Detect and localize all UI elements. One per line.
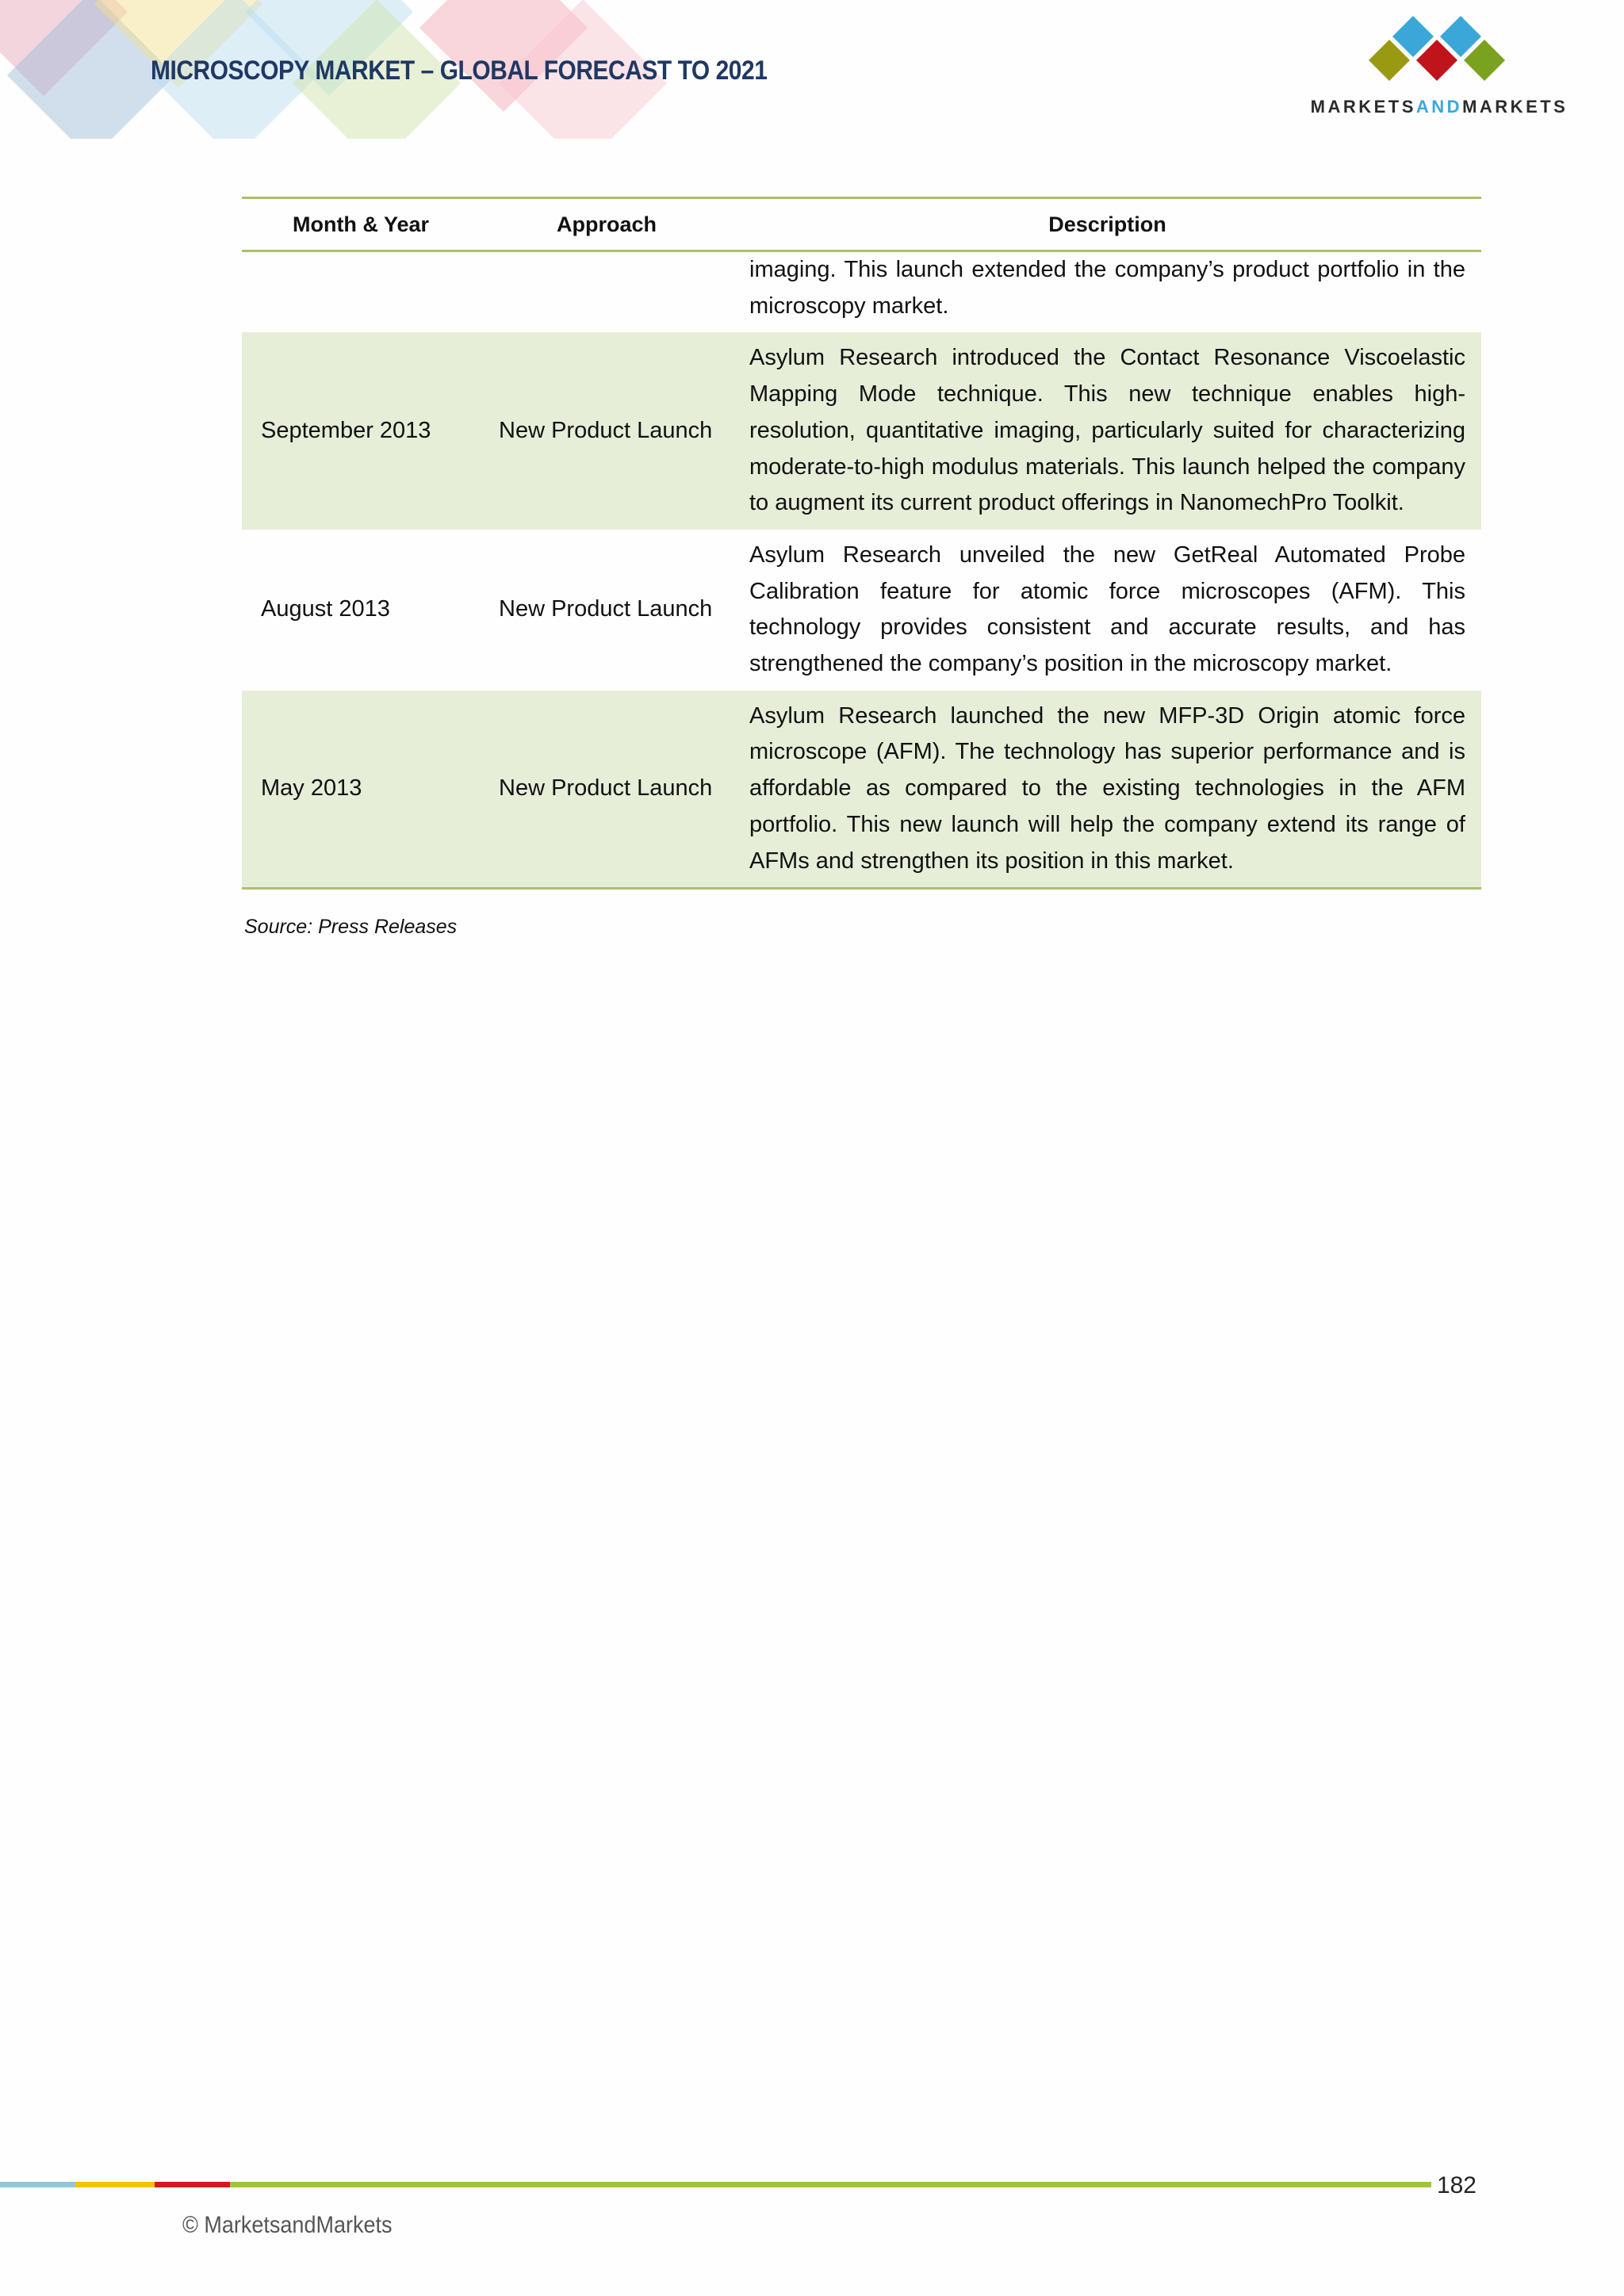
company-logo — [1293, 14, 1586, 125]
cell-date: May 2013 — [242, 691, 480, 889]
column-header-description: Description — [733, 198, 1481, 251]
cell-description: Asylum Research launched the new MFP-3D Origin atomic force microscope (AFM). The technology has superior performance and is affordable as compared to the existing technologies in the AFM portfolio. This new launch will help the company extend its range of AFMs and strengthen its position in this market. — [733, 691, 1481, 889]
cell-approach — [480, 251, 733, 333]
cell-approach: New Product Launch — [480, 332, 733, 530]
table-row — [242, 251, 1481, 333]
footer-rule-red — [155, 2182, 230, 2187]
cell-approach: New Product Launch — [499, 596, 713, 622]
developments-table — [242, 197, 1481, 890]
footer-rule-green — [230, 2182, 1431, 2187]
report-title: MICROSCOPY MARKET – GLOBAL FORECAST TO 2021 — [151, 55, 768, 86]
footer-rule-yellow — [75, 2182, 155, 2187]
column-header-approach: Approach — [480, 198, 733, 251]
cell-date: August 2013 — [261, 596, 390, 622]
logo-wordmark: MARKETSANDMARKETS — [1310, 97, 1568, 117]
logo-diamonds-icon — [1293, 14, 1586, 94]
column-header-month-year: Month & Year — [242, 198, 480, 251]
footer-rule-blue — [0, 2182, 75, 2187]
cell-approach: New Product Launch — [480, 691, 733, 889]
cell-description: imaging. This launch extended the company’s product portfolio in the microscopy market. — [749, 257, 1465, 319]
table-row — [242, 530, 1481, 691]
page-number: 182 — [1436, 2172, 1477, 2198]
cell-description: Asylum Research unveiled the new GetReal Automated Probe Calibration feature for atomic force microscopes (AFM). This technology provides consistent and accurate results, and has strengthened the company’s position in the microscopy market. — [749, 541, 1465, 677]
table-header-row — [242, 198, 1481, 251]
table-row — [242, 332, 1481, 530]
cell-date: September 2013 — [242, 332, 480, 530]
table-source-note: Source: Press Releases — [244, 916, 458, 938]
footer-copyright: © MarketsandMarkets — [182, 2212, 393, 2238]
cell-description: Asylum Research introduced the Contact Resonance Viscoelastic Mapping Mode technique. This new technique enables high-resolution, quantitative imaging, particularly suited for characterizing moderate-to-high modulus materials. This launch helped the company to augment its current product offerings in NanomechPro Toolkit. — [733, 332, 1481, 530]
table-row — [242, 691, 1481, 889]
cell-date — [242, 251, 480, 333]
